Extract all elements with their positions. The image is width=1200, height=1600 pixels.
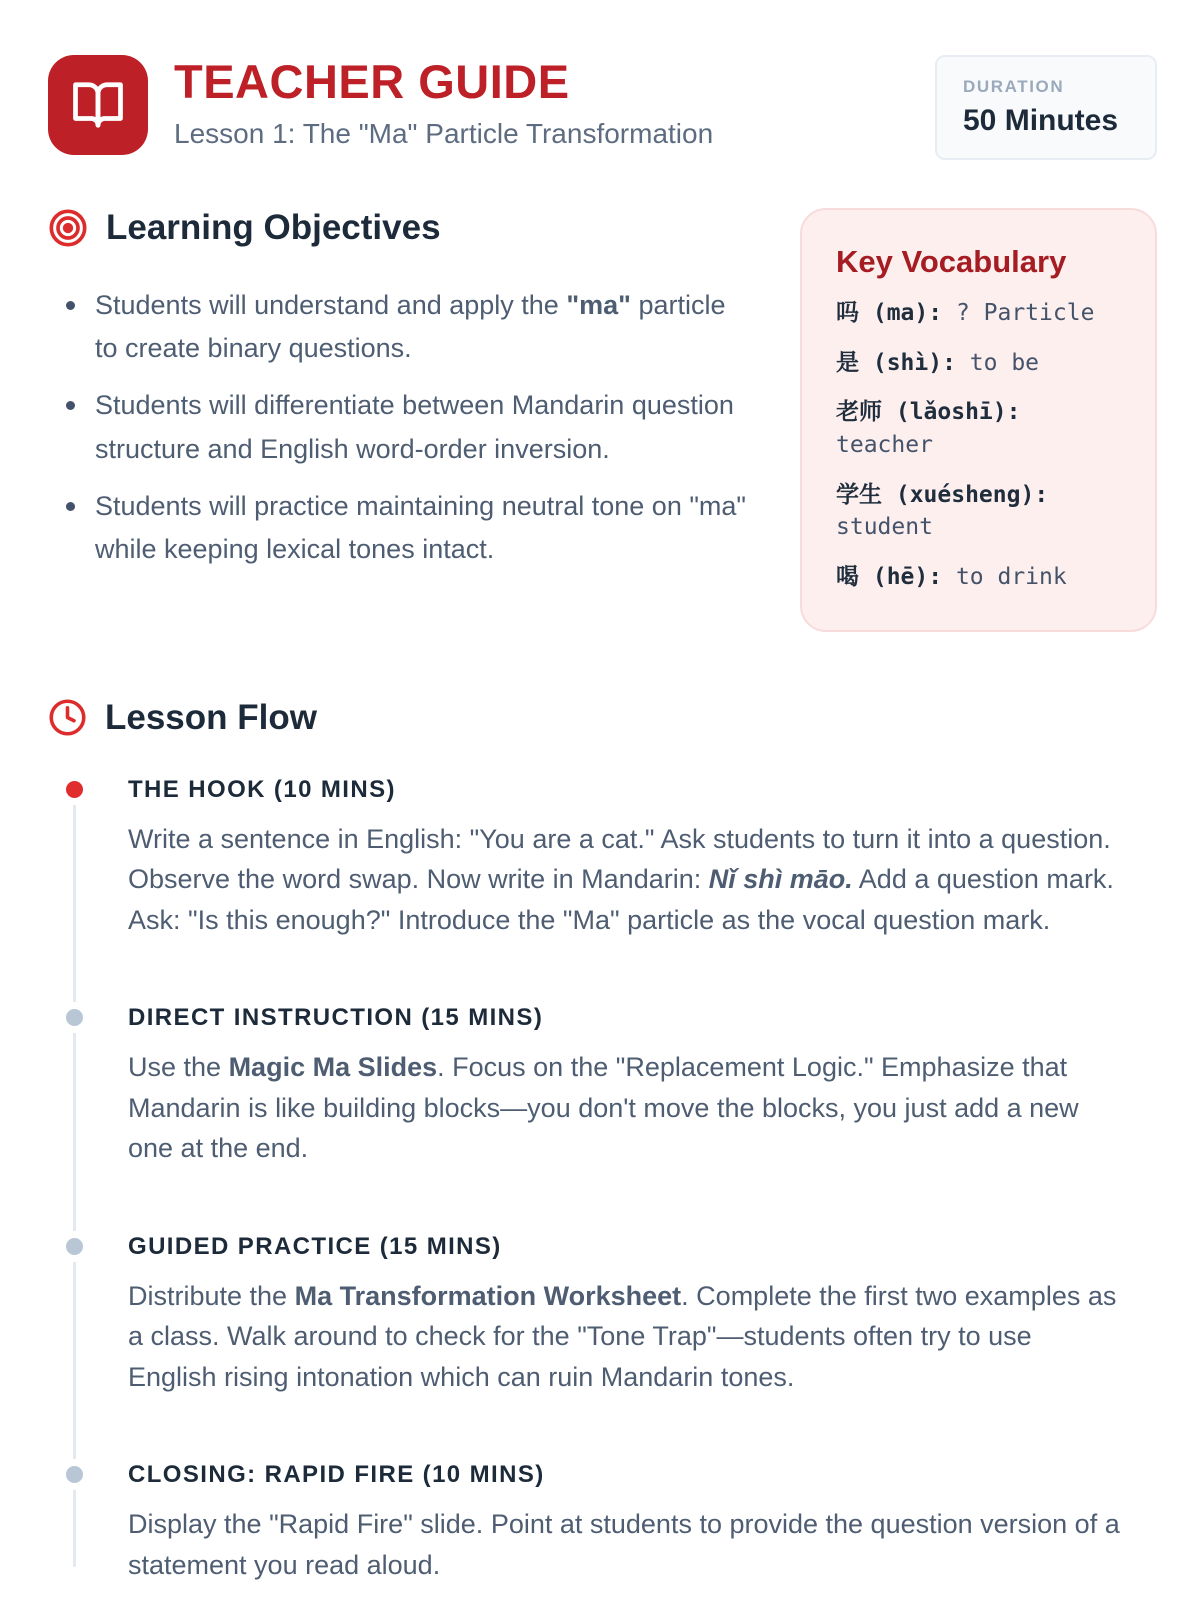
vocab-term: 老师 (lǎoshī): — [836, 399, 1021, 426]
step-description: Use the Magic Ma Slides. Focus on the "Replacement Logic." Emphasize that Mandarin is like building blocks—you don't move the blocks, you just add a new one at the end. — [128, 1052, 1079, 1164]
duration-label: DURATION — [963, 77, 1065, 96]
step-dot — [66, 781, 83, 798]
step-title: THE HOOK (10 MINS) — [128, 775, 396, 803]
page-subtitle: Lesson 1: The "Ma" Particle Transformation — [174, 118, 714, 150]
objective-item: Students will differentiate between Mandarin question structure and English word-order inversion. — [48, 384, 748, 470]
step-description: Display the "Rapid Fire" slide. Point at students to provide the question version of a statement you read aloud. — [128, 1509, 1120, 1580]
duration-value: 50 Minutes — [963, 104, 1119, 137]
vocab-entry — [836, 347, 1123, 380]
vocab-definition: teacher — [836, 431, 933, 458]
vocab-entry — [836, 297, 1123, 330]
vocab-term: 喝 (hē): — [836, 563, 943, 590]
vocab-entry — [836, 561, 1123, 594]
flow-step — [48, 1004, 1157, 1169]
learning-objectives-section — [48, 208, 762, 632]
lesson-flow-section — [48, 698, 1157, 1586]
flow-list — [48, 776, 1157, 1586]
step-dot — [66, 1009, 83, 1026]
key-vocabulary-card — [800, 208, 1157, 632]
vocab-term: 吗 (ma): — [836, 300, 943, 326]
vocab-definition: to drink — [942, 563, 1067, 590]
flow-step — [48, 776, 1157, 941]
header-titles — [174, 55, 713, 150]
book-open-icon — [71, 78, 125, 132]
step-title: CLOSING: RAPID FIRE (10 MINS) — [128, 1461, 545, 1489]
objective-item: Students will understand and apply the "ma" particle to create binary questions. — [48, 284, 748, 370]
step-dot — [66, 1238, 83, 1255]
header — [48, 55, 1157, 160]
objective-item: Students will practice maintaining neutral tone on "ma" while keeping lexical tones intact. — [48, 485, 748, 571]
lesson-flow-heading — [48, 698, 1157, 738]
clock-icon — [48, 698, 87, 737]
step-title: GUIDED PRACTICE (15 MINS) — [128, 1232, 502, 1260]
vocab-term: 学生 (xuésheng): — [836, 481, 1049, 508]
vocab-term: 是 (shì): — [836, 349, 956, 376]
target-icon — [48, 208, 88, 248]
step-description: Write a sentence in English: "You are a cat." Ask students to turn it into a question. Observe the word swap. Now write in Mandarin: Nǐ shì māo. Add a question mark. Ask: "Is this enough?" Introduce the "Ma" particle as the vocal question mark. — [128, 823, 1114, 935]
step-dot — [66, 1466, 83, 1483]
vocab-definition: ? Particle — [942, 300, 1095, 326]
vocab-definition: student — [836, 514, 933, 541]
vocab-entry — [836, 479, 1123, 544]
duration-card — [935, 55, 1157, 160]
lesson-flow-heading-text: Lesson Flow — [105, 697, 317, 737]
step-description: Distribute the Ma Transformation Worksheet. Complete the first two examples as a class. Walk around to check for the "Tone Trap"—students often try to use English rising intonation which can ruin Mandarin tones. — [128, 1280, 1117, 1392]
vocab-heading: Key Vocabulary — [836, 244, 1067, 279]
flow-step — [48, 1461, 1157, 1585]
vocab-definition: to be — [955, 349, 1040, 376]
objectives-row — [48, 208, 1157, 632]
book-icon-badge — [48, 55, 148, 155]
page-title: TEACHER GUIDE — [174, 55, 570, 108]
step-title: DIRECT INSTRUCTION (15 MINS) — [128, 1004, 544, 1032]
flow-step — [48, 1233, 1157, 1398]
objectives-heading — [48, 208, 762, 248]
vocab-entry — [836, 396, 1123, 461]
objectives-heading-text: Learning Objectives — [106, 208, 441, 247]
objectives-list — [48, 284, 762, 571]
vocab-list — [836, 297, 1123, 594]
